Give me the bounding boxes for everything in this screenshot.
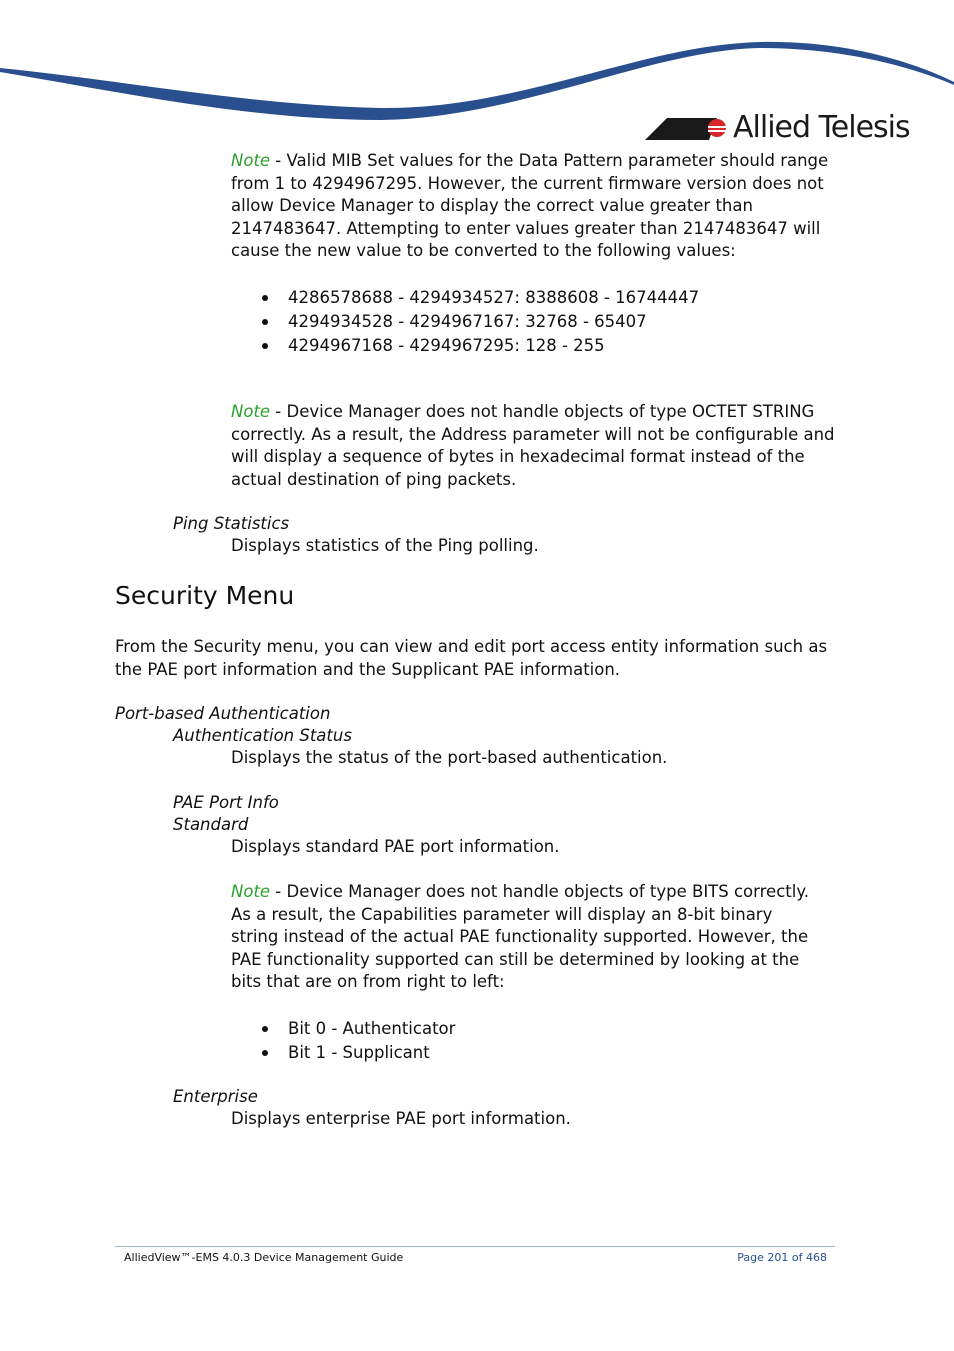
range-list — [258, 286, 699, 358]
note-text: - Valid MIB Set values for the Data Pattern parameter should range from 1 to 4294967295. However, the current firmware version does not allow Device Manager to display the correct value greater than 2147483647. Attempting to enter values greater than 2147483647 will cause the new value to be converted to the following values: — [231, 151, 829, 260]
list-item: 4294934528 - 4294967167: 32768 - 65407 — [258, 310, 699, 334]
note-text: - Device Manager does not handle objects of type OCTET STRING correctly. As a result, the Address parameter will not be configurable and will display a sequence of bytes in hexadecimal format instead of the actual destination of ping packets. — [231, 402, 835, 489]
enterprise-title: Enterprise — [173, 1087, 258, 1106]
enterprise-desc: Displays enterprise PAE port information. — [231, 1109, 571, 1128]
list-item: 4286578688 - 4294934527: 8388608 - 16744447 — [258, 286, 699, 310]
list-item: Bit 1 - Supplicant — [258, 1041, 455, 1065]
port-auth-title: Port-based Authentication — [115, 704, 331, 723]
section-heading: Security Menu — [115, 581, 295, 610]
note-text: - Device Manager does not handle objects of type BITS correctly. As a result, the Capabilities parameter will display an 8-bit binary string instead of the actual PAE functionality supported. However, the PAE functionality supported can still be determined by looking at the bits that are on from right to left: — [231, 882, 809, 991]
ping-statistics-desc: Displays statistics of the Ping polling. — [231, 536, 539, 555]
footer-document-title: AlliedView™-EMS 4.0.3 Device Management Guide — [124, 1251, 404, 1264]
list-item: Bit 0 - Authenticator — [258, 1017, 455, 1041]
pae-standard-desc: Displays standard PAE port information. — [231, 837, 560, 856]
note-label: Note — [231, 402, 271, 421]
logo-text: Allied Telesis — [733, 110, 910, 145]
footer-page-number: Page 201 of 468 — [737, 1251, 827, 1264]
port-auth-desc: Displays the status of the port-based authentication. — [231, 748, 668, 767]
bits-list — [258, 1017, 455, 1065]
note-label: Note — [231, 151, 271, 170]
pae-port-info-title: PAE Port Info — [173, 793, 279, 812]
ping-statistics-title: Ping Statistics — [173, 514, 290, 533]
note-data-pattern — [231, 150, 841, 263]
security-intro: From the Security menu, you can view and edit port access entity information such as the PAE port information and the Supplicant PAE information. — [115, 637, 828, 679]
note-octet-string — [231, 401, 841, 491]
note-bits — [231, 881, 816, 994]
list-item: 4294967168 - 4294967295: 128 - 255 — [258, 334, 699, 358]
port-auth-subtitle: Authentication Status — [173, 726, 352, 745]
note-label: Note — [231, 882, 271, 901]
footer-divider — [115, 1246, 835, 1247]
pae-standard-title: Standard — [173, 815, 249, 834]
